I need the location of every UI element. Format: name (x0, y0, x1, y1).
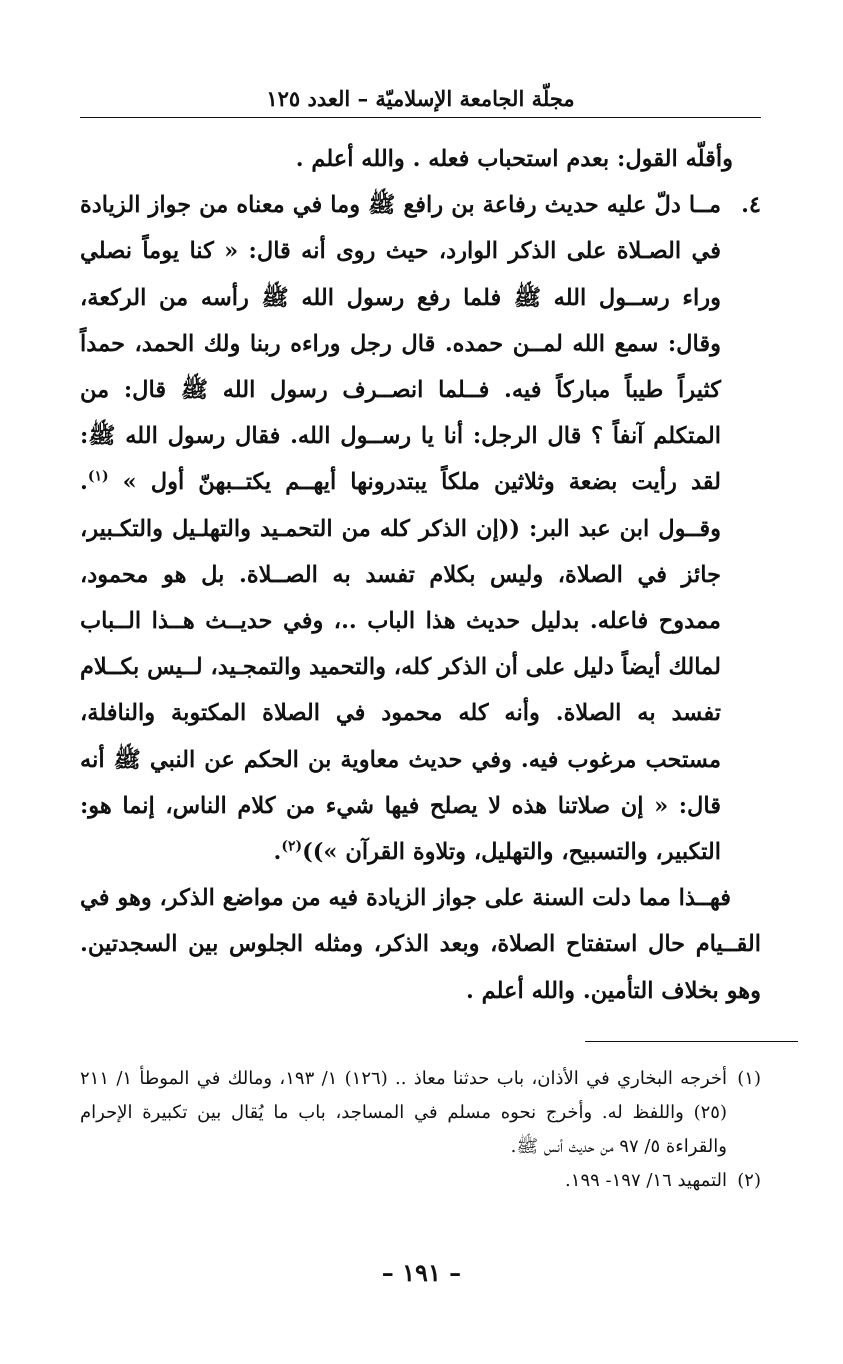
footnote-marker: (١) (737, 1068, 761, 1089)
footnote-text: أخرجه البخاري في الأذان، باب حدثنا معاذ .. (١٢٦) ١/ ١٩٣، ومالك في الموطأ ١/ ٢١١ (٢٥) واللفظ له. وأخرج نحوه مسلم في المساجد، باب ما يُقال بين تكبيرة الإحرام والقراءة ٥/ ٩٧ من حديث أنس ﷺ. (80, 1068, 728, 1157)
running-header: مجلّة الجامعة الإسلاميّة – العدد ١٢٥ (266, 86, 575, 111)
footnote-ref-1[interactable]: (١) (87, 468, 109, 485)
conclusion-paragraph: فهــذا مما دلت السنة على جواز الزيادة فيه من مواضع الذكر، وهو في القــيام حال استفتاح الصلاة، وبعد الذكر، ومثله الجلوس بين السجدتين. وهو بخلاف التأمين. والله أعلم . (80, 885, 761, 1004)
item-4-body (80, 182, 721, 875)
footnote-marker: (٢) (737, 1170, 761, 1191)
item-number: ٤. (741, 192, 761, 219)
item-4-text-part-3: . (273, 839, 282, 866)
page-number: – ١٩١ – (381, 1258, 462, 1287)
item-4-text-part-2: . وقــول ابن عبد البر: ((إن الذكر كله من التحمـيد والتهلـيل والتكـبير، جائز في الصلاة، وليس بكلام تفسد به الصــلاة. بل هو محمود، ممدوح فاعله. بدليل حديث هذا الباب ..، وفي حديــث هــذا الــباب لمالك أيضاً دليل على أن الذكر كله، والتحميد والتمجـيد، لــيس بكــلام تفسد به الصلاة. وأنه كله محمود في الصلاة المكتوبة والنافلة، مستحب مرغوب فيه. وفي حديث معاوية بن الحكم عن النبي ﷺ أنه قال: « إن صلاتنا هذه لا يصلح فيها شيء من كلام الناس، إنما هو: التكبير، والتسبيح، والتهليل، وتلاوة القرآن »)) (80, 469, 721, 866)
footnote-1 (80, 1062, 761, 1164)
header-divider (80, 117, 761, 118)
footnotes (80, 1062, 761, 1198)
footnote-divider (585, 1041, 798, 1042)
item-4-text-part-1: مــا دلّ عليه حديث رفاعة بن رافع ﷺ وما في معناه من جواز الزيادة في الصـلاة على الذكر الوارد، حيث روى أنه قال: « كنا يوماً نصلي وراء رســول الله ﷺ فلما رفع رسول الله ﷺ رأسه من الركعة، وقال: سمع الله لمــن حمده. قال رجل وراءه ربنا ولك الحمد، حمداً كثيراً طيباً مباركاً فيه. فــلما انصــرف رسول الله ﷺ قال: من المتكلم آنفاً ؟ قال الرجل: أنا يا رســول الله. فقال رسول الله ﷺ: لقد رأيت بضعة وثلاثين ملكاً يبتدرونها أيهــم يكتــبهنّ أول » (80, 192, 721, 496)
list-item-4 (80, 182, 761, 875)
opening-line: وأقلّه القول: بعدم استحباب فعله . والله أعلم . (295, 146, 733, 172)
footnote-text: التمهيد ١٦/ ١٩٧- ١٩٩. (565, 1170, 727, 1191)
footnote-2 (80, 1164, 761, 1198)
footnote-ref-2[interactable]: (٢) (281, 838, 303, 855)
main-text (80, 136, 761, 1014)
